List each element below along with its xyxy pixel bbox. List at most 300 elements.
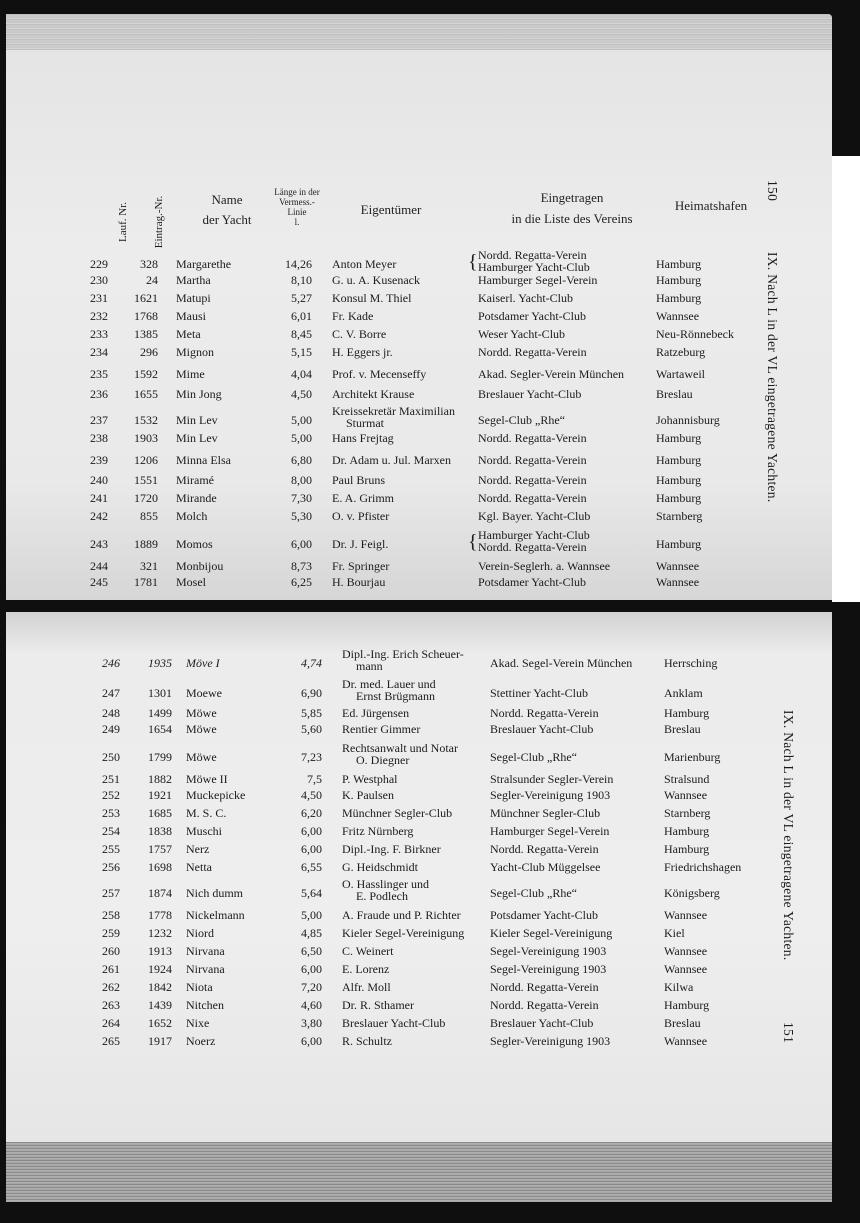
cell-lauf-nr: 250 bbox=[102, 750, 120, 764]
cell-eigentuemer: Kieler Segel-Vereinigung bbox=[342, 926, 465, 940]
cell-yacht-name: Min Lev bbox=[176, 413, 218, 427]
table-row bbox=[6, 908, 832, 928]
cell-eigentuemer: Rentier Gimmer bbox=[342, 722, 421, 736]
cell-laenge: 5,15 bbox=[291, 345, 312, 359]
cell-heimatshafen: Wannsee bbox=[656, 559, 700, 573]
cell-eigentuemer: Prof. v. Mecenseffy bbox=[332, 367, 427, 381]
cell-eigentuemer: Architekt Krause bbox=[332, 387, 415, 401]
cell-verein: Weser Yacht-Club bbox=[478, 327, 566, 341]
cell-laenge: 7,5 bbox=[307, 772, 322, 786]
cell-laenge: 14,26 bbox=[285, 257, 312, 271]
cell-laenge: 6,00 bbox=[301, 1034, 322, 1048]
cell-heimatshafen: Kilwa bbox=[664, 980, 694, 994]
cell-eigentuemer: Dr. J. Feigl. bbox=[332, 537, 389, 551]
cell-lauf-nr: 257 bbox=[102, 886, 120, 900]
cell-verein: Nordd. Regatta-Verein bbox=[478, 453, 587, 467]
cell-verein: Nordd. Regatta-Verein bbox=[478, 473, 587, 487]
cell-yacht-name: Muschi bbox=[186, 824, 222, 838]
header-eingetragen: Eingetragen in die Liste des Vereins bbox=[511, 190, 633, 227]
cell-verein: Nordd. Regatta-Verein bbox=[490, 998, 599, 1012]
cell-eigentuemer-cont: Sturmat bbox=[346, 416, 384, 430]
cell-heimatshafen: Friedrichshagen bbox=[664, 860, 742, 874]
cell-yacht-name: Möwe bbox=[186, 722, 217, 736]
cell-heimatshafen: Wartaweil bbox=[656, 367, 706, 381]
cell-lauf-nr: 232 bbox=[90, 309, 108, 323]
table-row bbox=[6, 980, 832, 1000]
cell-eintrag-nr: 1621 bbox=[134, 291, 158, 305]
cell-verein: Nordd. Regatta-Verein bbox=[478, 431, 587, 445]
cell-yacht-name: Momos bbox=[176, 537, 213, 551]
cell-verein: Kaiserl. Yacht-Club bbox=[478, 291, 573, 305]
cell-heimatshafen: Wannsee bbox=[664, 962, 708, 976]
cell-eigentuemer: Hans Frejtag bbox=[332, 431, 394, 445]
cell-lauf-nr: 260 bbox=[102, 944, 120, 958]
cell-yacht-name: Niota bbox=[186, 980, 213, 994]
cell-verein: Kgl. Bayer. Yacht-Club bbox=[478, 509, 591, 523]
cell-laenge: 6,55 bbox=[301, 860, 322, 874]
cell-heimatshafen: Wannsee bbox=[656, 309, 700, 323]
table-row bbox=[6, 491, 832, 511]
table-row bbox=[6, 722, 832, 742]
table-row bbox=[6, 824, 832, 844]
cell-lauf-nr: 240 bbox=[90, 473, 108, 487]
cell-yacht-name: Mime bbox=[176, 367, 205, 381]
cell-lauf-nr: 230 bbox=[90, 273, 108, 287]
cell-yacht-name: Mausi bbox=[176, 309, 206, 323]
table-row bbox=[6, 877, 832, 903]
cell-lauf-nr: 239 bbox=[90, 453, 108, 467]
cell-lauf-nr: 262 bbox=[102, 980, 120, 994]
cell-verein-cont: Nordd. Regatta-Verein bbox=[478, 540, 587, 554]
cell-heimatshafen: Hamburg bbox=[656, 491, 702, 505]
cell-eintrag-nr: 1592 bbox=[134, 367, 158, 381]
table-row bbox=[6, 528, 832, 554]
cell-verein: Potsdamer Yacht-Club bbox=[478, 309, 586, 323]
cell-lauf-nr: 256 bbox=[102, 860, 120, 874]
cell-laenge: 6,20 bbox=[301, 806, 322, 820]
cell-heimatshafen: Breslau bbox=[664, 1016, 701, 1030]
cell-eigentuemer: Rechtsanwalt und Notar bbox=[342, 741, 458, 755]
cell-verein: Akad. Segler-Verein München bbox=[478, 367, 625, 381]
cell-eintrag-nr: 1889 bbox=[134, 537, 158, 551]
cell-eigentuemer: Dr. Adam u. Jul. Marxen bbox=[332, 453, 451, 467]
table-row bbox=[6, 404, 832, 430]
cell-eintrag-nr: 1654 bbox=[148, 722, 172, 736]
cell-verein: Segler-Vereinigung 1903 bbox=[490, 788, 611, 802]
cell-laenge: 5,64 bbox=[301, 886, 322, 900]
cell-laenge: 4,74 bbox=[301, 656, 322, 670]
cell-lauf-nr: 234 bbox=[90, 345, 108, 359]
cell-yacht-name: Mirande bbox=[176, 491, 217, 505]
cell-heimatshafen: Neu-Rönnebeck bbox=[656, 327, 734, 341]
cell-laenge: 7,23 bbox=[301, 750, 322, 764]
cell-laenge: 4,60 bbox=[301, 998, 322, 1012]
cell-heimatshafen: Hamburg bbox=[656, 473, 702, 487]
cell-heimatshafen: Hamburg bbox=[656, 431, 702, 445]
cell-yacht-name: Netta bbox=[186, 860, 212, 874]
cell-verein: Nordd. Regatta-Verein bbox=[478, 491, 587, 505]
cell-eintrag-nr: 1921 bbox=[148, 788, 172, 802]
cell-yacht-name: Nitchen bbox=[186, 998, 224, 1012]
cell-yacht-name: Monbijou bbox=[176, 559, 224, 573]
cell-eintrag-nr: 1720 bbox=[134, 491, 158, 505]
cell-eintrag-nr: 1698 bbox=[148, 860, 172, 874]
cell-eigentuemer: Dr. R. Sthamer bbox=[342, 998, 414, 1012]
cell-eigentuemer: H. Bourjau bbox=[332, 575, 386, 589]
cell-verein: Verein-Seglerh. a. Wannsee bbox=[478, 559, 611, 573]
cell-lauf-nr: 237 bbox=[90, 413, 108, 427]
cell-laenge: 5,00 bbox=[291, 431, 312, 445]
cell-eintrag-nr: 1799 bbox=[148, 750, 172, 764]
cell-laenge: 6,00 bbox=[301, 824, 322, 838]
cell-eigentuemer: Ed. Jürgensen bbox=[342, 706, 410, 720]
header-eintrag-nr: Eintrag.-Nr. bbox=[153, 195, 165, 249]
cell-verein: Nordd. Regatta-Verein bbox=[490, 842, 599, 856]
cell-laenge: 5,85 bbox=[301, 706, 322, 720]
cell-yacht-name: Möwe bbox=[186, 706, 217, 720]
table-row bbox=[6, 309, 832, 329]
page-edges-bottom bbox=[6, 1142, 832, 1202]
cell-eintrag-nr: 855 bbox=[140, 509, 158, 523]
cell-verein: Stettiner Yacht-Club bbox=[490, 686, 588, 700]
cell-verein: Segel-Vereinigung 1903 bbox=[490, 962, 607, 976]
cell-yacht-name: Nixe bbox=[186, 1016, 210, 1030]
running-title-top: IX. Nach L in der VL eingetragene Yachten. bbox=[765, 252, 780, 503]
cell-laenge: 6,01 bbox=[291, 309, 312, 323]
page-number-top: 150 bbox=[765, 180, 780, 202]
cell-eintrag-nr: 321 bbox=[140, 559, 158, 573]
cell-eintrag-nr: 1499 bbox=[148, 706, 172, 720]
cell-eintrag-nr: 1532 bbox=[134, 413, 158, 427]
table-row bbox=[6, 926, 832, 946]
page-number-bottom: 151 bbox=[781, 1022, 796, 1044]
cell-verein: Potsdamer Yacht-Club bbox=[490, 908, 598, 922]
cell-eigentuemer: K. Paulsen bbox=[342, 788, 394, 802]
cell-heimatshafen: Wannsee bbox=[664, 944, 708, 958]
cell-yacht-name: Molch bbox=[176, 509, 208, 523]
cell-verein-cont: Hamburger Yacht-Club bbox=[478, 260, 590, 274]
cell-eigentuemer: A. Fraude und P. Richter bbox=[342, 908, 461, 922]
cell-lauf-nr: 263 bbox=[102, 998, 120, 1012]
cell-heimatshafen: Hamburg bbox=[664, 706, 710, 720]
cell-verein: Nordd. Regatta-Verein bbox=[478, 345, 587, 359]
cell-eintrag-nr: 1882 bbox=[148, 772, 172, 786]
cell-eintrag-nr: 1551 bbox=[134, 473, 158, 487]
cell-lauf-nr: 249 bbox=[102, 722, 120, 736]
cell-eintrag-nr: 1206 bbox=[134, 453, 158, 467]
table-row bbox=[6, 741, 832, 767]
header-name: Name der Yacht bbox=[202, 192, 252, 228]
cell-heimatshafen: Johannisburg bbox=[656, 413, 720, 427]
cell-lauf-nr: 252 bbox=[102, 788, 120, 802]
page-edge-top bbox=[6, 14, 832, 50]
cell-eigentuemer: H. Eggers jr. bbox=[332, 345, 393, 359]
cell-heimatshafen: Stralsund bbox=[664, 772, 710, 786]
cell-verein: Breslauer Yacht-Club bbox=[490, 1016, 594, 1030]
cell-eigentuemer: O. Hasslinger und bbox=[342, 877, 429, 891]
table-row bbox=[6, 1034, 832, 1054]
cell-yacht-name: Muckepicke bbox=[186, 788, 246, 802]
cell-heimatshafen: Hamburg bbox=[664, 842, 710, 856]
cell-eigentuemer: Alfr. Moll bbox=[342, 980, 391, 994]
cell-eigentuemer: Dr. med. Lauer und bbox=[342, 677, 436, 691]
table-row bbox=[6, 453, 832, 473]
cell-eigentuemer: Fr. Springer bbox=[332, 559, 390, 573]
cell-laenge: 6,80 bbox=[291, 453, 312, 467]
cell-verein: Breslauer Yacht-Club bbox=[478, 387, 582, 401]
cell-verein: Segel-Club „Rhe“ bbox=[478, 413, 565, 427]
cell-laenge: 8,10 bbox=[291, 273, 312, 287]
cell-lauf-nr: 235 bbox=[90, 367, 108, 381]
cell-eintrag-nr: 24 bbox=[146, 273, 158, 287]
table-row bbox=[6, 291, 832, 311]
cell-eintrag-nr: 1842 bbox=[148, 980, 172, 994]
cell-lauf-nr: 243 bbox=[90, 537, 108, 551]
table-row bbox=[6, 962, 832, 982]
cell-lauf-nr: 247 bbox=[102, 686, 120, 700]
cell-verein: Segel-Club „Rhe“ bbox=[490, 750, 577, 764]
cell-eintrag-nr: 1838 bbox=[148, 824, 172, 838]
cell-yacht-name: Noerz bbox=[186, 1034, 216, 1048]
cell-laenge: 6,00 bbox=[291, 537, 312, 551]
cell-lauf-nr: 254 bbox=[102, 824, 120, 838]
cell-eigentuemer: E. A. Grimm bbox=[332, 491, 394, 505]
cell-heimatshafen: Wannsee bbox=[656, 575, 700, 589]
cell-verein: Nordd. Regatta-Verein bbox=[490, 980, 599, 994]
cell-eigentuemer: Dipl.-Ing. Erich Scheuer- bbox=[342, 647, 464, 661]
cell-eintrag-nr: 1439 bbox=[148, 998, 172, 1012]
cell-laenge: 7,30 bbox=[291, 491, 312, 505]
cell-eintrag-nr: 1301 bbox=[148, 686, 172, 700]
table-row bbox=[6, 806, 832, 826]
table-row bbox=[6, 944, 832, 964]
cell-eigentuemer: R. Schultz bbox=[342, 1034, 392, 1048]
cell-eigentuemer-cont: O. Diegner bbox=[356, 753, 410, 767]
cell-laenge: 4,50 bbox=[291, 387, 312, 401]
cell-eigentuemer: Münchner Segler-Club bbox=[342, 806, 453, 820]
cell-eintrag-nr: 1924 bbox=[148, 962, 172, 976]
cell-yacht-name: Nich dumm bbox=[186, 886, 243, 900]
cell-laenge: 4,04 bbox=[291, 367, 312, 381]
cell-laenge: 6,00 bbox=[301, 962, 322, 976]
cell-yacht-name: Meta bbox=[176, 327, 201, 341]
cell-yacht-name: Nerz bbox=[186, 842, 210, 856]
brace-mark: { bbox=[468, 531, 478, 553]
cell-laenge: 8,00 bbox=[291, 473, 312, 487]
cell-laenge: 5,30 bbox=[291, 509, 312, 523]
cell-laenge: 4,50 bbox=[301, 788, 322, 802]
cell-eintrag-nr: 1685 bbox=[148, 806, 172, 820]
cell-verein: Akad. Segel-Verein München bbox=[490, 656, 633, 670]
table-row bbox=[6, 842, 832, 862]
table-row bbox=[6, 647, 832, 673]
cell-heimatshafen: Wannsee bbox=[664, 788, 708, 802]
cell-eintrag-nr: 1874 bbox=[148, 886, 172, 900]
cell-verein: Breslauer Yacht-Club bbox=[490, 722, 594, 736]
cell-verein: Nordd. Regatta-Verein bbox=[490, 706, 599, 720]
cell-yacht-name: Mignon bbox=[176, 345, 215, 359]
running-title-bottom: IX. Nach L in der VL eingetragene Yachten. bbox=[781, 710, 796, 961]
cell-laenge: 3,80 bbox=[301, 1016, 322, 1030]
cell-verein: Stralsunder Segler-Verein bbox=[490, 772, 614, 786]
cell-heimatshafen: Starnberg bbox=[656, 509, 703, 523]
cell-verein: Segel-Vereinigung 1903 bbox=[490, 944, 607, 958]
cell-yacht-name: Matupi bbox=[176, 291, 211, 305]
cell-laenge: 6,25 bbox=[291, 575, 312, 589]
cell-eintrag-nr: 1385 bbox=[134, 327, 158, 341]
cell-eintrag-nr: 296 bbox=[140, 345, 158, 359]
cell-heimatshafen: Anklam bbox=[664, 686, 703, 700]
page-151 bbox=[6, 612, 832, 1142]
cell-yacht-name: Nickelmann bbox=[186, 908, 245, 922]
cell-heimatshafen: Hamburg bbox=[656, 537, 702, 551]
cell-lauf-nr: 261 bbox=[102, 962, 120, 976]
cell-verein: Kieler Segel-Vereinigung bbox=[490, 926, 613, 940]
cell-yacht-name: Nirvana bbox=[186, 944, 225, 958]
header-heimatshafen: Heimatshafen bbox=[674, 198, 748, 213]
cell-lauf-nr: 259 bbox=[102, 926, 120, 940]
cell-eintrag-nr: 1913 bbox=[148, 944, 172, 958]
cell-lauf-nr: 245 bbox=[90, 575, 108, 589]
cell-verein: Yacht-Club Müggelsee bbox=[490, 860, 601, 874]
cell-eigentuemer: C. Weinert bbox=[342, 944, 394, 958]
cell-eigentuemer: Kreissekretär Maximilian bbox=[332, 404, 455, 418]
cell-eintrag-nr: 1778 bbox=[148, 908, 172, 922]
cell-eigentuemer-cont: E. Podlech bbox=[356, 889, 408, 903]
table-row bbox=[6, 575, 832, 595]
cell-eigentuemer: Anton Meyer bbox=[332, 257, 397, 271]
brace-mark: { bbox=[468, 251, 478, 273]
cell-lauf-nr: 246 bbox=[102, 656, 120, 670]
cell-lauf-nr: 231 bbox=[90, 291, 108, 305]
table-row bbox=[6, 248, 832, 274]
cell-eigentuemer: Breslauer Yacht-Club bbox=[342, 1016, 446, 1030]
cell-laenge: 8,45 bbox=[291, 327, 312, 341]
cell-laenge: 5,00 bbox=[301, 908, 322, 922]
cell-heimatshafen: Wannsee bbox=[664, 908, 708, 922]
table-row bbox=[6, 509, 832, 529]
cell-yacht-name: Mosel bbox=[176, 575, 206, 589]
cell-yacht-name: Nirvana bbox=[186, 962, 225, 976]
cell-laenge: 6,00 bbox=[301, 842, 322, 856]
cell-yacht-name: Niord bbox=[186, 926, 214, 940]
cell-yacht-name: Miramé bbox=[176, 473, 214, 487]
cell-laenge: 5,27 bbox=[291, 291, 312, 305]
cell-lauf-nr: 236 bbox=[90, 387, 108, 401]
cell-yacht-name: Min Jong bbox=[176, 387, 222, 401]
cell-laenge: 8,73 bbox=[291, 559, 312, 573]
cell-lauf-nr: 233 bbox=[90, 327, 108, 341]
cell-yacht-name: Möwe II bbox=[186, 772, 228, 786]
cell-verein: Hamburger Segel-Verein bbox=[478, 273, 598, 287]
cell-eigentuemer: Konsul M. Thiel bbox=[332, 291, 412, 305]
cell-eintrag-nr: 1903 bbox=[134, 431, 158, 445]
cell-eintrag-nr: 1232 bbox=[148, 926, 172, 940]
table-row bbox=[6, 677, 832, 703]
cell-eigentuemer: O. v. Pfister bbox=[332, 509, 390, 523]
cell-verein: Segler-Vereinigung 1903 bbox=[490, 1034, 611, 1048]
cell-lauf-nr: 255 bbox=[102, 842, 120, 856]
cell-lauf-nr: 241 bbox=[90, 491, 108, 505]
cell-heimatshafen: Wannsee bbox=[664, 1034, 708, 1048]
cell-eigentuemer: E. Lorenz bbox=[342, 962, 390, 976]
cell-yacht-name: Moewe bbox=[186, 686, 222, 700]
cell-heimatshafen: Kiel bbox=[664, 926, 685, 940]
cell-heimatshafen: Ratzeburg bbox=[656, 345, 706, 359]
cell-eintrag-nr: 1935 bbox=[148, 656, 172, 670]
cell-lauf-nr: 253 bbox=[102, 806, 120, 820]
cell-verein: Hamburger Yacht-Club bbox=[478, 528, 590, 542]
cell-heimatshafen: Hamburg bbox=[656, 257, 702, 271]
cell-laenge: 5,00 bbox=[291, 413, 312, 427]
cell-heimatshafen: Hamburg bbox=[656, 453, 702, 467]
cell-heimatshafen: Starnberg bbox=[664, 806, 711, 820]
cell-eigentuemer: Fritz Nürnberg bbox=[342, 824, 414, 838]
cell-eigentuemer: G. u. A. Kusenack bbox=[332, 273, 420, 287]
cell-eigentuemer: Dipl.-Ing. F. Birkner bbox=[342, 842, 441, 856]
cell-heimatshafen: Herrsching bbox=[664, 656, 718, 670]
cell-laenge: 6,50 bbox=[301, 944, 322, 958]
cell-heimatshafen: Marienburg bbox=[664, 750, 721, 764]
table-row bbox=[6, 1016, 832, 1036]
cell-yacht-name: Möwe bbox=[186, 750, 217, 764]
cell-eigentuemer: G. Heidschmidt bbox=[342, 860, 418, 874]
cell-yacht-name: M. S. C. bbox=[186, 806, 227, 820]
cell-heimatshafen: Hamburg bbox=[664, 824, 710, 838]
cell-heimatshafen: Königsberg bbox=[664, 886, 720, 900]
cell-yacht-name: Margarethe bbox=[176, 257, 232, 271]
background-strip bbox=[832, 156, 860, 602]
cell-eigentuemer: P. Westphal bbox=[342, 772, 398, 786]
cell-eigentuemer: C. V. Borre bbox=[332, 327, 387, 341]
cell-eintrag-nr: 1917 bbox=[148, 1034, 172, 1048]
table-row bbox=[6, 367, 832, 387]
table-row bbox=[6, 788, 832, 808]
table-row bbox=[6, 273, 832, 293]
cell-lauf-nr: 238 bbox=[90, 431, 108, 445]
cell-heimatshafen: Hamburg bbox=[656, 291, 702, 305]
page-150 bbox=[6, 14, 832, 600]
cell-lauf-nr: 251 bbox=[102, 772, 120, 786]
header-lauf-nr: Lauf. Nr. bbox=[117, 202, 129, 243]
table-row bbox=[6, 345, 832, 365]
cell-lauf-nr: 242 bbox=[90, 509, 108, 523]
cell-eintrag-nr: 328 bbox=[140, 257, 158, 271]
table-row bbox=[6, 998, 832, 1018]
cell-lauf-nr: 248 bbox=[102, 706, 120, 720]
cell-lauf-nr: 264 bbox=[102, 1016, 120, 1030]
cell-eigentuemer: Fr. Kade bbox=[332, 309, 374, 323]
cell-eintrag-nr: 1768 bbox=[134, 309, 158, 323]
cell-verein: Hamburger Segel-Verein bbox=[490, 824, 610, 838]
cell-eigentuemer: Paul Bruns bbox=[332, 473, 386, 487]
cell-verein: Münchner Segler-Club bbox=[490, 806, 601, 820]
cell-eigentuemer-cont: Ernst Brügmann bbox=[356, 689, 435, 703]
cell-heimatshafen: Hamburg bbox=[656, 273, 702, 287]
header-laenge: Länge in der Vermess.- Linie l. bbox=[274, 187, 320, 227]
cell-lauf-nr: 229 bbox=[90, 257, 108, 271]
cell-lauf-nr: 265 bbox=[102, 1034, 120, 1048]
cell-lauf-nr: 244 bbox=[90, 559, 108, 573]
table-row bbox=[6, 327, 832, 347]
cell-eintrag-nr: 1652 bbox=[148, 1016, 172, 1030]
cell-verein: Potsdamer Yacht-Club bbox=[478, 575, 586, 589]
cell-laenge: 4,85 bbox=[301, 926, 322, 940]
cell-eintrag-nr: 1655 bbox=[134, 387, 158, 401]
cell-verein: Nordd. Regatta-Verein bbox=[478, 248, 587, 262]
cell-heimatshafen: Breslau bbox=[656, 387, 693, 401]
table-row bbox=[6, 431, 832, 451]
